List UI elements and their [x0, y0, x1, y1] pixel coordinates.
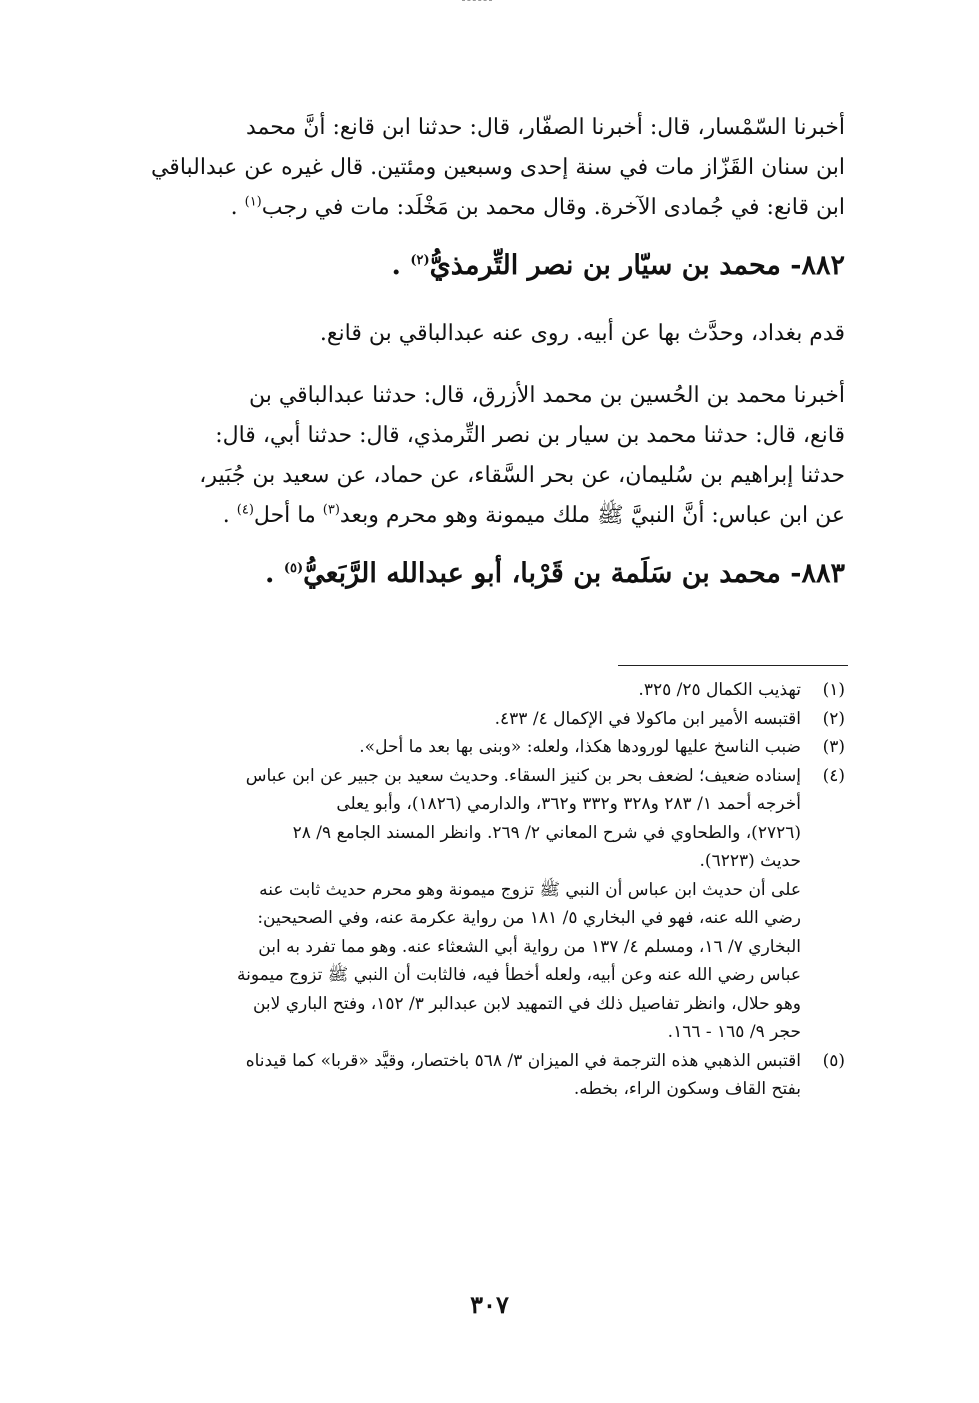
- footnote-number: (٥): [822, 1050, 845, 1071]
- page-number: ٣٠٧: [470, 1290, 509, 1319]
- text-line: أخبرنا السّمْسار، قال: أخبرنا الصفّار، قال: حدثنا ابن قانع: أنَّ محمد: [245, 115, 845, 140]
- footnote-5: [128, 1047, 845, 1104]
- footnote-number: (٤): [822, 765, 845, 786]
- footnote-number: (٣): [822, 737, 845, 757]
- footnote-4: [128, 762, 845, 876]
- text-line: حدثنا إبراهيم بن سُليمان، عن بحر السَّقاء، عن حماد، عن سعيد بن جُبَير،: [199, 463, 845, 488]
- footnote-3: [128, 733, 845, 762]
- footnote-2: [128, 705, 845, 734]
- footnote-ref: (٣): [322, 502, 340, 518]
- footnote-line: إسناده ضعيف؛ لضعف بحر بن كنيز السقاء. وحديث سعيد بن جبير عن ابن عباس: [245, 765, 801, 786]
- footnote-line: أخرجه أحمد ١/ ٢٨٣ و٣٢٨ و٣٣٢ و٣٦٢، والدارمي (١٨٢٦)، وأبو يعلى: [336, 794, 801, 814]
- text-line: عن ابن عباس: أنَّ النبيَّ ﷺ ملك ميمونة وهو محرم وبعد$^{(٣)}$ ما أحل$^{(٤)}$ .: [222, 502, 845, 528]
- text-line: قانع، قال: حدثنا محمد بن سيار بن نصر التِّرمذي، قال: حدثنا أبي، قال:: [215, 423, 845, 448]
- footnote-ref: (٥): [283, 561, 304, 576]
- paragraph-narration-1: [128, 108, 845, 228]
- footnote-line: ضبب الناسخ عليها لورودها هكذا، ولعله: «وبنى بها بعد ما أحل».: [359, 737, 801, 757]
- footnote-ref: (٤): [236, 502, 254, 518]
- paragraph-hadith: [128, 376, 845, 536]
- footnote-line: رضي الله عنه، فهو في البخاري ٥/ ١٨١ من رواية عكرمة عنه، وفي الصحيحين:: [257, 908, 801, 928]
- entry-heading-882: ٨٨٢- محمد بن سيّار بن نصر التِّرمذيُّ$^{(٢)}$ .: [391, 250, 845, 281]
- paragraph-bio: [128, 314, 845, 354]
- entry-heading-883: ٨٨٣- محمد بن سَلَمة بن قَرْبا، أبو عبدالله الرَّبَعيُّ$^{(٥)}$ .: [265, 558, 845, 589]
- footnote-line: (٢٧٢٦)، والطحاوي في شرح المعاني ٢/ ٢٦٩. وانظر المسند الجامع ٩/ ٢٨: [292, 822, 801, 843]
- text-line: ابن سنان القَزّاز مات في سنة إحدى وسبعين ومئتين. قال غيره عن عبدالباقي: [150, 155, 845, 180]
- top-scan-mark: [462, 0, 492, 7]
- text-line: ابن قانع: في جُمادى الآخرة. وقال محمد بن مَخْلَد: مات في رجب$^{(١)}$ .: [230, 194, 845, 220]
- footnote-line: اقتبس الذهبي هذه الترجمة في الميزان ٣/ ٥٦٨ باختصار، وقيَّد «قربا» كما قيدناه: [245, 1050, 801, 1071]
- main-text: [128, 108, 845, 622]
- footnote-4-continuation: [128, 876, 845, 1047]
- footnote-line: حديث (٦٢٢٣).: [699, 851, 801, 871]
- footnote-number: (١): [822, 680, 845, 700]
- footnote-line: بفتح القاف وسكون الراء، بخطه.: [573, 1079, 801, 1099]
- footnote-line: اقتبسه الأمير ابن ماكولا في الإكمال ٤/ ٤٣٣.: [494, 708, 801, 729]
- footnote-divider: [618, 665, 848, 666]
- footnote-line: البخاري ٧/ ١٦، ومسلم ٤/ ١٣٧ من رواية أبي الشعثاء عنه. وهو مما تفرد به ابن: [258, 936, 801, 957]
- footnote-ref: (٢): [410, 253, 430, 268]
- text-line: قدم بغداد، وحدَّث بها عن أبيه. روى عنه عبدالباقي بن قانع.: [319, 321, 845, 346]
- footnote-line: تهذيب الكمال ٢٥/ ٣٢٥.: [638, 680, 801, 700]
- footnote-line: حجر ٩/ ١٦٥ - ١٦٦.: [667, 1022, 801, 1042]
- footnote-ref: (١): [244, 194, 262, 210]
- footnote-number: (٢): [822, 708, 845, 729]
- footnote-1: [128, 676, 845, 705]
- footnotes-section: [128, 676, 845, 1104]
- footnote-line: عباس رضي الله عنه وعن أبيه، ولعله أخطأ فيه، فالثابت أن النبي ﷺ تزوج ميمونة: [236, 965, 801, 985]
- footnote-line: على أن حديث ابن عباس أن النبي ﷺ تزوج ميمونة وهو محرم حديث ثابت عنه: [259, 879, 801, 900]
- text-line: أخبرنا محمد بن الحُسين بن محمد الأزرق، قال: حدثنا عبدالباقي بن: [248, 383, 845, 408]
- footnote-line: وهو حلال، وانظر تفاصيل ذلك في التمهيد لابن عبدالبر ٣/ ١٥٢، وفتح الباري لابن: [252, 993, 801, 1014]
